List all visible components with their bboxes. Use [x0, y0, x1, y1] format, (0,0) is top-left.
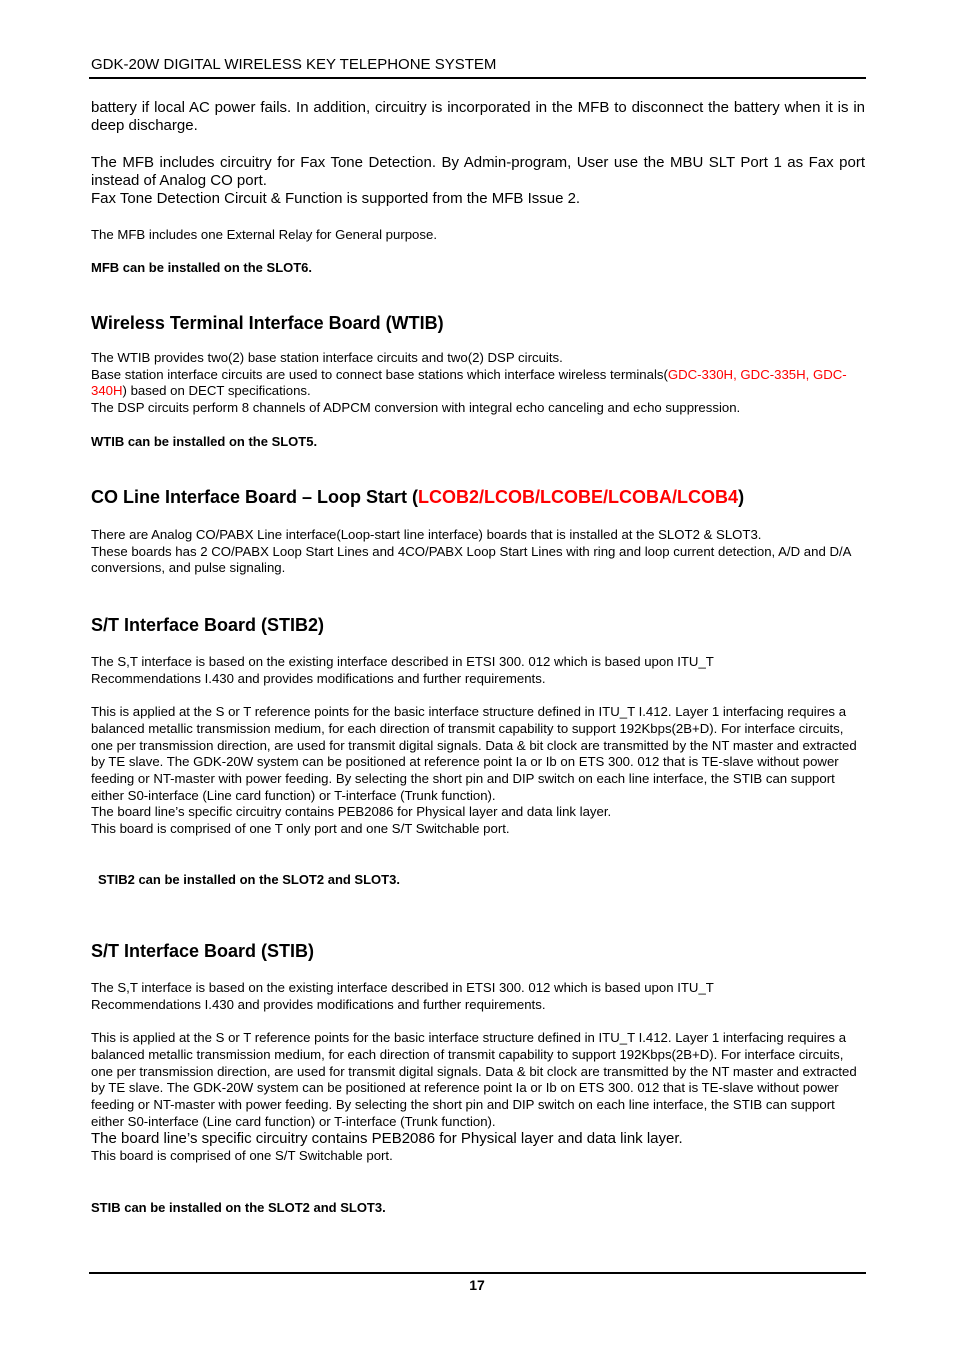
stib-paragraph-2: This is applied at the S or T reference points for the basic interface structure defined in ITU_T I.412. Layer 1 interfacing requires a balanced metallic transmission medium, for each direction of transmit capability to support 192Kbps(2B+D). For interface circuits, one per transmission direction, are used for transmit digital signals. Data & bit clock are transmitted by the NT master and extracted by TE slave. The GDK-20W system can be positioned at reference point Ia or Ib on ETS 300. 012 that is TE-slave without power feeding or NT-master with power feeding. By selecting the short pin and DIP switch on each line interface, the STIB can support either S0-interface (Line card function) or T-interface (Trunk function). [91, 1030, 857, 1129]
wtib-line-2-text-a: Base station interface circuits are used to connect base stations which interface wireless terminals( [91, 366, 668, 382]
wtib-body [91, 350, 865, 417]
wtib-heading: Wireless Terminal Interface Board (WTIB) [91, 313, 444, 333]
stib2-slot-note: STIB2 can be installed on the SLOT2 and SLOT3. [98, 872, 400, 887]
wtib-line-2-text-b: ) based on DECT specifications. [122, 383, 311, 399]
mfb-paragraph-4: The MFB includes one External Relay for General purpose. [91, 227, 437, 242]
stib2-paragraph-4: This board is comprised of one T only port and one S/T Switchable port. [91, 821, 510, 837]
stib-paragraph-3: The board line’s specific circuitry contains PEB2086 for Physical layer and data link layer. [91, 1130, 683, 1148]
running-header: GDK-20W DIGITAL WIRELESS KEY TELEPHONE SYSTEM [91, 56, 497, 73]
lcob-body [91, 527, 865, 577]
lcob-heading-text-b: ) [738, 487, 745, 507]
stib2-paragraph-3: The board line’s specific circuitry contains PEB2086 for Physical layer and data link layer. [91, 804, 612, 820]
stib2-body [91, 654, 865, 838]
footer-rule [89, 1272, 866, 1274]
mfb-paragraph-1: battery if local AC power fails. In addition, circuitry is incorporated in the MFB to disconnect the battery when it is in deep discharge. [91, 99, 865, 134]
wtib-line-1: The WTIB provides two(2) base station interface circuits and two(2) DSP circuits. [91, 350, 563, 365]
stib2-paragraph-1a: The S,T interface is based on the existing interface described in ETSI 300. 012 which is based upon ITU_T [91, 654, 714, 669]
wtib-line-3: The DSP circuits perform 8 channels of ADPCM conversion with integral echo canceling and echo suppression. [91, 400, 741, 416]
mfb-paragraph-2: The MFB includes circuitry for Fax Tone Detection. By Admin-program, User use the MBU SLT Port 1 as Fax port instead of Analog CO port. [91, 154, 865, 189]
page-number: 17 [469, 1277, 485, 1293]
wtib-terminal-models: GDC-330H, GDC-335H, GDC-340H [91, 366, 847, 399]
mfb-paragraph-3: Fax Tone Detection Circuit & Function is supported from the MFB Issue 2. [91, 190, 581, 207]
stib-slot-note: STIB can be installed on the SLOT2 and SLOT3. [91, 1200, 386, 1215]
mfb-slot-note: MFB can be installed on the SLOT6. [91, 260, 313, 275]
stib2-paragraph-2: This is applied at the S or T reference points for the basic interface structure defined in ITU_T I.412. Layer 1 interfacing requires a balanced metallic transmission medium, for each direction of transmit capability to support 192Kbps(2B+D). For interface circuits, one per transmission direction, are used for transmit digital signals. Data & bit clock are transmitted by the NT master and extracted by TE slave. The GDK-20W system can be positioned at reference point Ia or Ib on ETS 300. 012 that is TE-slave without power feeding or NT-master with power feeding. By selecting the short pin and DIP switch on each line interface, the STIB can support either S0-interface (Line card function) or T-interface (Trunk function). [91, 704, 857, 803]
stib-heading: S/T Interface Board (STIB) [91, 941, 315, 961]
mfb-section [91, 99, 865, 208]
header-rule [89, 77, 866, 79]
stib-body [91, 980, 865, 1165]
lcob-line-2: These boards has 2 CO/PABX Loop Start Lines and 4CO/PABX Loop Start Lines with ring and loop current detection, A/D and D/A conversions, and pulse signaling. [91, 543, 851, 576]
lcob-line-1: There are Analog CO/PABX Line interface(Loop-start line interface) boards that is installed at the SLOT2 & SLOT3. [91, 527, 762, 542]
stib2-heading: S/T Interface Board (STIB2) [91, 615, 325, 635]
lcob-board-models: LCOB2/LCOB/LCOBE/LCOBA/LCOB4 [418, 487, 739, 507]
lcob-heading [91, 486, 865, 508]
stib-paragraph-4: This board is comprised of one S/T Switchable port. [91, 1148, 393, 1164]
lcob-heading-text-a: CO Line Interface Board – Loop Start ( [91, 487, 419, 507]
stib-paragraph-1b: Recommendations I.430 and provides modifications and further requirements. [91, 996, 546, 1012]
wtib-line-2 [91, 367, 865, 400]
stib-paragraph-1a: The S,T interface is based on the existing interface described in ETSI 300. 012 which is based upon ITU_T [91, 980, 714, 995]
wtib-slot-note: WTIB can be installed on the SLOT5. [91, 434, 318, 449]
stib2-paragraph-1b: Recommendations I.430 and provides modifications and further requirements. [91, 670, 546, 686]
